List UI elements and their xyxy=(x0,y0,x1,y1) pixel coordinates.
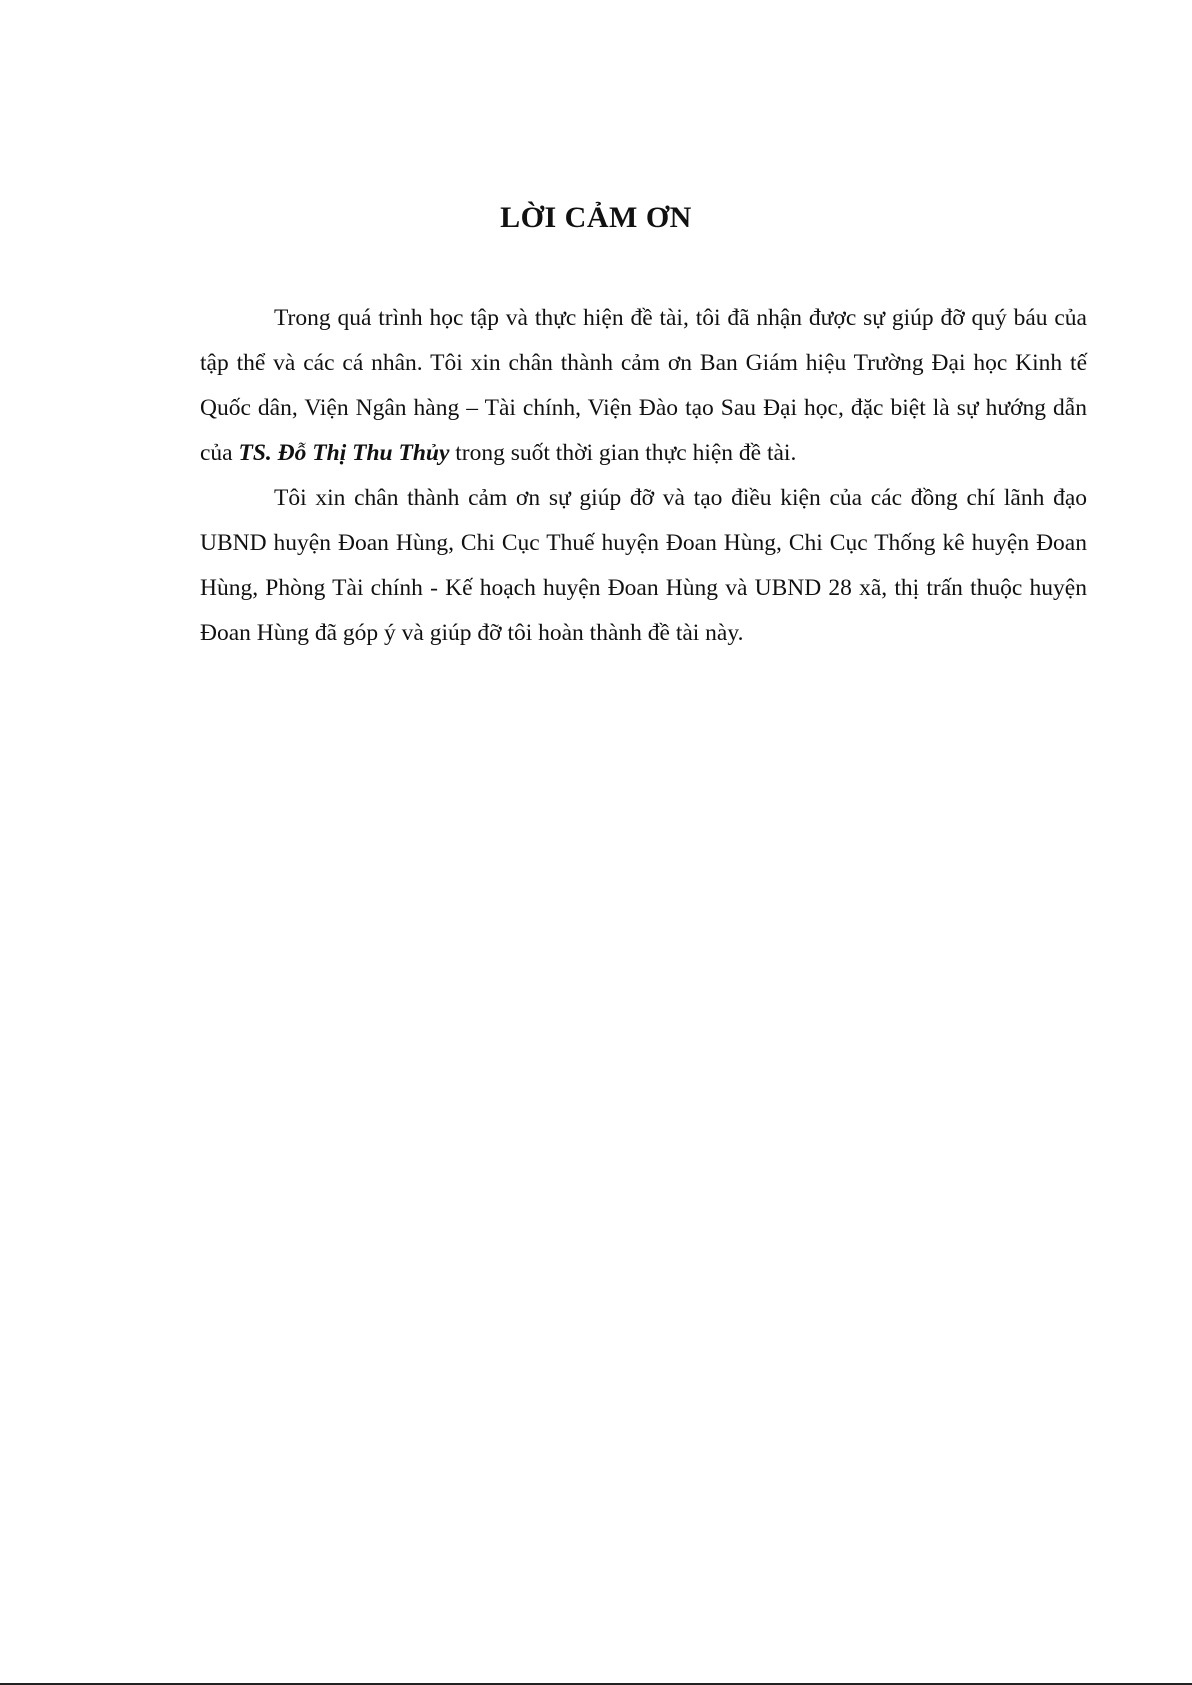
paragraph-1 xyxy=(200,296,1087,476)
acknowledgement-body xyxy=(200,296,1087,656)
paragraph-1-text-before: Trong quá trình học tập và thực hiện đề tài, tôi đã nhận được sự giúp đỡ quý báu của tập thể và các cá nhân. Tôi xin chân thành cảm ơn Ban Giám hiệu Trường Đại học Kinh tế Quốc dân, Viện Ngân hàng – Tài chính, Viện Đào tạo Sau Đại học, đặc biệt là sự hướng dẫn của xyxy=(200,305,1087,466)
paragraph-1-text-after: trong suốt thời gian thực hiện đề tài. xyxy=(449,440,797,466)
paragraph-2: Tôi xin chân thành cảm ơn sự giúp đỡ và tạo điều kiện của các đồng chí lãnh đạo UBND huyện Đoan Hùng, Chi Cục Thuế huyện Đoan Hùng, Chi Cục Thống kê huyện Đoan Hùng, Phòng Tài chính - Kế hoạch huyện Đoan Hùng và UBND 28 xã, thị trấn thuộc huyện Đoan Hùng đã góp ý và giúp đỡ tôi hoàn thành đề tài này. xyxy=(200,485,1087,646)
advisor-name: TS. Đỗ Thị Thu Thủy xyxy=(238,440,450,466)
page-title: LỜI CẢM ƠN xyxy=(500,201,692,234)
